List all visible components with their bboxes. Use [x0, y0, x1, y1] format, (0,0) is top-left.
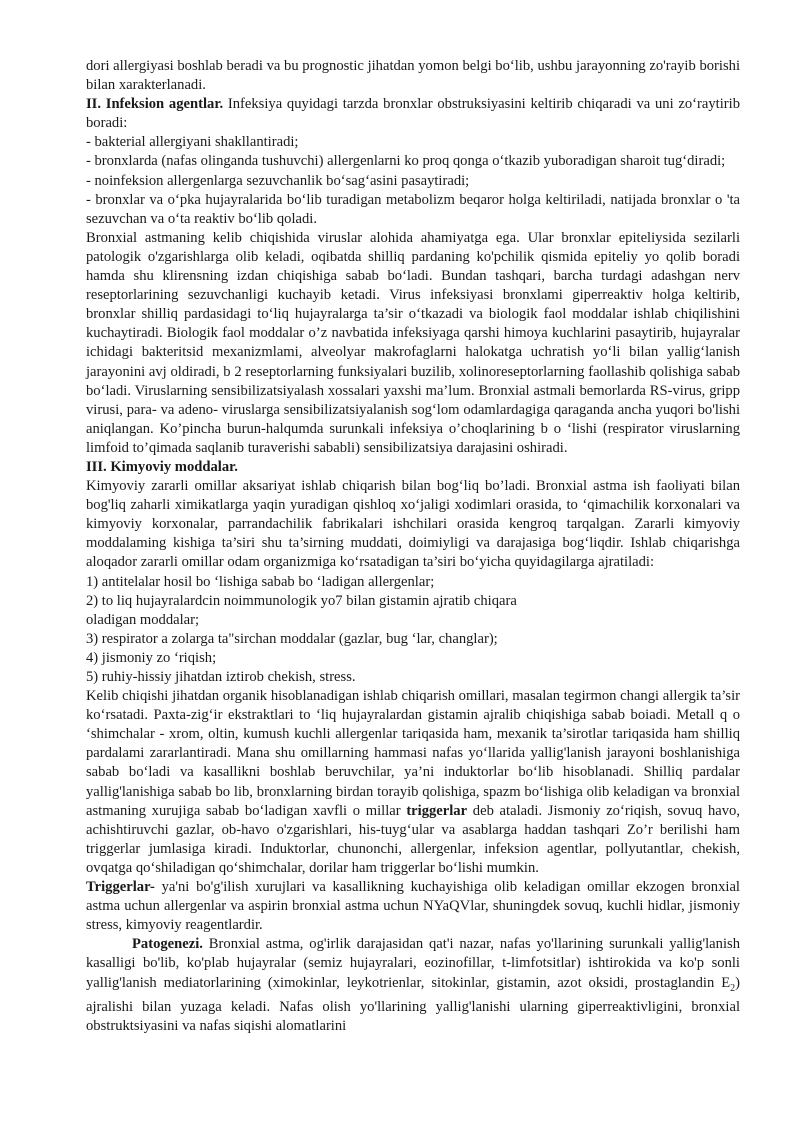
list-item: 2) to liq hujayralardcin noimmunologik yo7 bilan gistamin ajratib chiqara — [86, 592, 517, 609]
paragraph-drug-allergy — [86, 57, 740, 95]
paragraph-triggers-definition — [86, 878, 740, 935]
list-item: - bronxlar va o‘pka hujayralarida bo‘lib turadigan metabolizm beqaror holga keltiriladi, natijada bronxlar o 'ta sezuvchan va o‘ta reaktiv bo‘lib qoladi. — [86, 191, 740, 227]
paragraph-text: deb ataladi. Jismoniy zo‘riqish, sovuq havo, achishtiruvchi gazlar, ob-havo o'zgarishlari, his-tuyg‘ular va asablarga haddan tashqari Zo’r berilishi ham triggerlar jumlasiga kiradi. Induktorlar, chunonchi, allergenlar, infeksion agentlar, pollyutantlar, chekish, ovqatga qo‘shiladigan qo‘shimchalar, dorilar ham triggerlar bo‘lishi mumkin. — [86, 802, 740, 876]
paragraph-organic-factors — [86, 687, 740, 878]
list-item: 5) ruhiy-hissiy jihatdan iztirob chekish, stress. — [86, 669, 356, 685]
subscript: 2 — [730, 982, 736, 994]
paragraph-chemical-factors: Kimyoviy zararli omillar aksariyat ishlab chiqarish bilan bog‘liq bo’ladi. Bronxial astma ish faoliyati bilan bog'liq zaharli ximikatlarga yaqin yuradigan qishloq xo‘jaligi xodimlari orasida, to ‘qimachilik korxonalari va kimyoviy korxonalar, parrandachilik fabrikalari ishchilari orasida kengroq tarqalgan. Zararli kimyoviy moddalaming kishiga ta’siri shu ta’sirning muddati, doimiyligi va darajasiga bog‘liqdir. Ishlab chiqarishga aloqador zararli omillar odam organizmiga ko‘rsatadigan ta’siri bo‘yicha quyidagilarga ajratiladi: — [86, 478, 740, 571]
paragraph-infection-intro — [86, 95, 740, 133]
section-heading-infection: II. Infeksion agentlar. — [86, 96, 224, 113]
section-heading-chemical: III. Kimyoviy moddalar. — [86, 458, 238, 475]
section-heading-pathogenesis: Patogenezi. — [132, 936, 203, 953]
list-item-continuation: oladigan moddalar; — [86, 611, 200, 628]
list-item: - noinfeksion allergenlarga sezuvchanlik bo‘sag‘asini pasaytiradi; — [86, 172, 470, 189]
paragraph-text: Bronxial astma, og'irlik darajasidan qat'i nazar, nafas yo'llarining surunkali yallig'lanish kasalligi bo'lib, ko'plab hujayralar (semiz hujayralari, eozinofillar, t-limfotsitlar) ishtirokida va ko'p sonli yallig'lanish mediatorlarining (ximokinlar, leykotrienlar, sitokinlar, gistamin, azot oksidi, prostaglandin E — [86, 936, 740, 991]
paragraph-viruses: Bronxial astmaning kelib chiqishida viruslar alohida ahamiyatga ega. Ular bronxlar epiteliysida sezilarli patologik o'zgarishlarga olib keladi, oqibatda shilliq pardaning ko'pchilik qismida epiteliy yo qolib boradi hamda shu klirensning izdan chiqishiga sabab bo‘ladi. Bundan tashqari, barcha turdagi adashgan nerv reseptorlarining sezuvchanligi kuchayib ketadi. Virus infeksiyasi bronxlami giperreaktiv holga keltirib, bronxlar shilliq pardasidagi to‘liq hujayralarga ta’sir o‘tkazadi va biologik faol moddalar ishlab chiqilishini kuchaytiradi. Biologik faol moddalar o’z navbatida infeksiyaga qarshi himoya kuchlarini pasaytirib, hujayralar ichidagi bakteritsid mexanizmlami, alveolyar makrofaglarni halokatga uchratish yo‘li bilan yallig‘lanish jarayonini avj oldiradi, b 2 reseptorlarning funksiyalari buzilib, xolinoreseptorlarning faollashib qolishiga sabab bo‘ladi. Viruslarning sensibilizatsiyalash xossalari yaxshi ma’lum. Bronxial astmali bemorlarda RS-virus, gripp virusi, para- va adeno- viruslarga sensibilizatsiyalanish sog‘lom odamlardagiga qaraganda ancha yuqori bo'lishi aniqlangan. Ko’pincha burun-halqumda surunkali infeksiya o’choqlarining b o ‘lishi (respirator viruslarning limfoid to’qimada saqlanib turaverishi sababli) sensibilizatsiya darajasini oshiradi. — [86, 229, 740, 456]
paragraph-text: dori allergiyasi boshlab beradi va bu prognostic jihatdan yomon belgi bo‘lib, ushbu jarayonning zo'rayib borishi bilan xarakterlanadi. — [86, 58, 740, 94]
paragraph-text: ya'ni bo'g'ilish xurujlari va kasallikning kuchayishiga olib keladigan omillar ekzogen bronxial astma uchun allergenlar va aspirin bronxial astma uchun NYaQVlar, shuningdek sovuq, kuchli hidlar, jismoniy stress, kimyoviy reagentlardir. — [86, 879, 740, 934]
document-body — [86, 57, 740, 1036]
paragraph-pathogenesis — [86, 935, 740, 1035]
paragraph-text: Kelib chiqishi jihatdan organik hisoblanadigan ishlab chiqarish omillari, masalan tegirmon changi allergik ta’sir ko‘rsatadi. Paxta-zig‘ir ekstraktlari to ‘liq hujayralardan gistamin ajralib chiqishiga sabab boiadi. Metall q o ‘shimchalar - xrom, oltin, kumush kuchli allergenlar tariqasida ham, mexanik ta’sirotlar tariqasida ham shilliq pardalami zararlantiradi. Mana shu omillarning hammasi nafas yo‘llarida yallig'lanish jarayoni boshlanishiga sabab bo‘ladi va kasallikni boshlab beruvchilar, ya’ni induktorlar bo‘lib hisoblanadi. Shilliq pardalar yallig'lanishiga sabab bo lib, bronxlarning birdan torayib qolishiga, spazm bo‘lishiga olib keladigan va bronxial astmaning xurujiga sabab bo‘ladigan xavfli o millar — [86, 688, 740, 819]
list-item: - bakterial allergiyani shakllantiradi; — [86, 134, 299, 151]
list-item: 3) respirator a zolarga ta"sirchan moddalar (gazlar, bug ‘lar, changlar); — [86, 630, 498, 647]
list-item: - bronxlarda (nafas olinganda tushuvchi) allergenlarni ko proq qonga o‘tkazib yuboradigan sharoit tug‘diradi; — [86, 153, 726, 170]
term-triggers-definition: Triggerlar- — [86, 879, 155, 896]
term-triggerlar: triggerlar — [406, 802, 468, 819]
paragraph-text: ) ajralishi bilan yuzaga keladi. Nafas olish yo'llarining yallig'lanishi ularning giperreaktivligini, bronxial obstruktsiyasini va nafas siqishi alomatlarini — [86, 974, 740, 1034]
list-item: 4) jismoniy zo ‘riqish; — [86, 649, 217, 666]
paragraph-text: Infeksiya quyidagi tarzda bronxlar obstruksiyasini keltirib chiqaradi va uni zo‘raytirib boradi: — [86, 96, 740, 132]
list-item: 1) antitelalar hosil bo ‘lishiga sabab bo ‘ladigan allergenlar; — [86, 573, 435, 590]
